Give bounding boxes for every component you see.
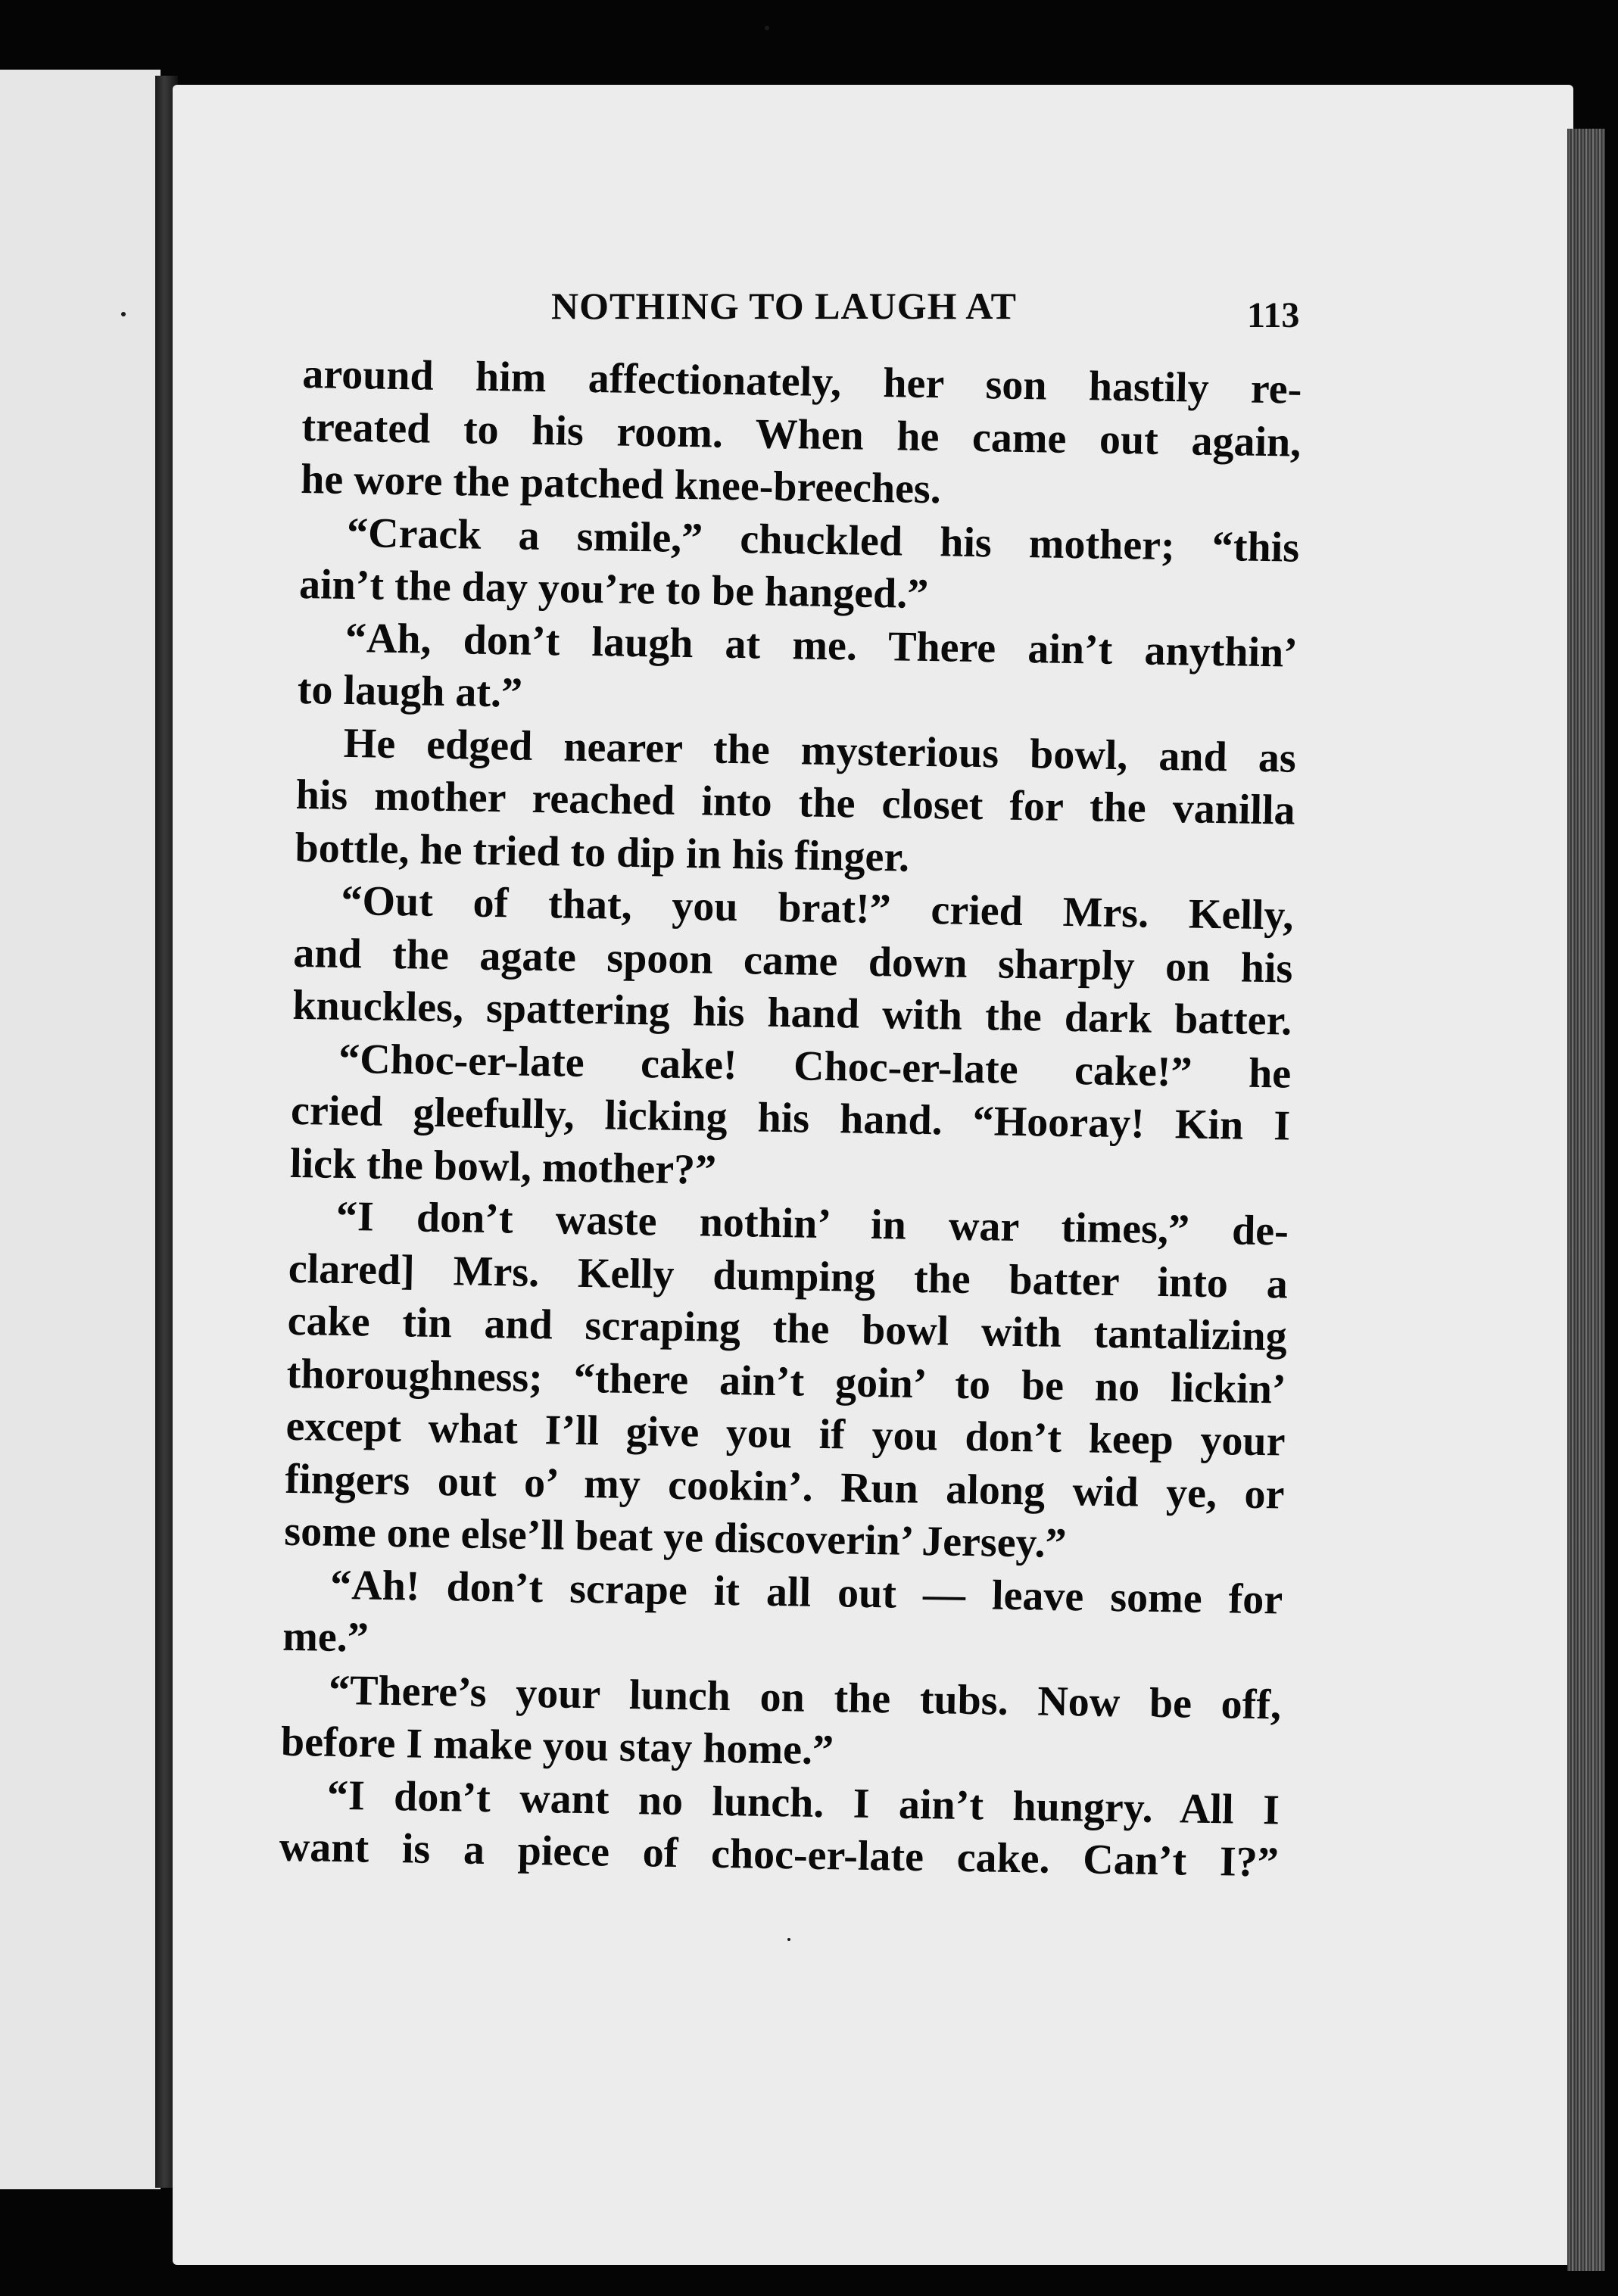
dust-speck [787,1938,790,1941]
text-line: cried gleefully, licking his hand. “Hooray! Kin I [290,1086,1291,1150]
text-line: to laugh at.” [297,665,523,717]
dust-speck [765,26,769,30]
text-line: fingers out o’ my cookin’. Run along wid ye, or [285,1455,1285,1519]
text-line: thoroughness; “there ain’t goin’ to be no lickin’ [286,1350,1287,1413]
text-line: “There’s your lunch on the tubs. Now be off, [328,1666,1282,1729]
facing-page-edge [0,70,161,2189]
text-line: “Ah, don’t laugh at me. There ain’t anythin’ [344,614,1298,677]
text-line: lick the bowl, mother?” [289,1139,717,1194]
text-line: “Choc-er-late cake! Choc-er-late cake!” he [338,1035,1292,1098]
text-line: “Crack a smile,” chuckled his mother; “this [346,509,1300,572]
text-line: except what I’ll give you if you don’t keep your [285,1402,1286,1466]
running-head: NOTHING TO LAUGH AT [551,285,1017,327]
page-block-edge [1567,129,1605,2271]
body-text [279,348,1302,1889]
text-line: “Out of that, you brat!” cried Mrs. Kelly, [341,877,1294,939]
text-line: knuckles, spattering his hand with the dark batter. [291,981,1292,1045]
text-line: he wore the patched knee-breeches. [300,455,942,513]
text-line: some one else’ll beat ye discoverin’ Jersey.” [283,1507,1067,1568]
text-line: “Ah! don’t scrape it all out — leave some for [329,1561,1283,1624]
dust-speck [121,312,126,316]
text-line: want is a piece of choc-er-late cake. Can’t I?” [279,1823,1280,1886]
text-line: his mother reached into the closet for the vanilla [295,771,1296,834]
text-line: bottle, he tried to dip in his finger. [295,824,910,881]
text-line: before I make you stay home.” [280,1718,834,1774]
page-number: 113 [1247,295,1300,335]
text-line: around him affectionately, her son hastily re- [301,350,1302,413]
text-line: “I don’t want no lunch. I ain’t hungry. All I [326,1771,1280,1833]
text-line: “I don’t waste nothin’ in war times,” de- [335,1192,1289,1255]
text-line: me.” [282,1612,369,1662]
text-line: ain’t the day you’re to be hanged.” [298,560,929,618]
text-line: clared] Mrs. Kelly dumping the batter into a [288,1245,1289,1308]
text-line: He edged nearer the mysterious bowl, and as [343,719,1297,782]
text-line: cake tin and scraping the bowl with tantalizing [287,1297,1288,1360]
text-line: treated to his room. When he came out again, [301,403,1302,466]
text-line: and the agate spoon came down sharply on his [292,929,1293,992]
